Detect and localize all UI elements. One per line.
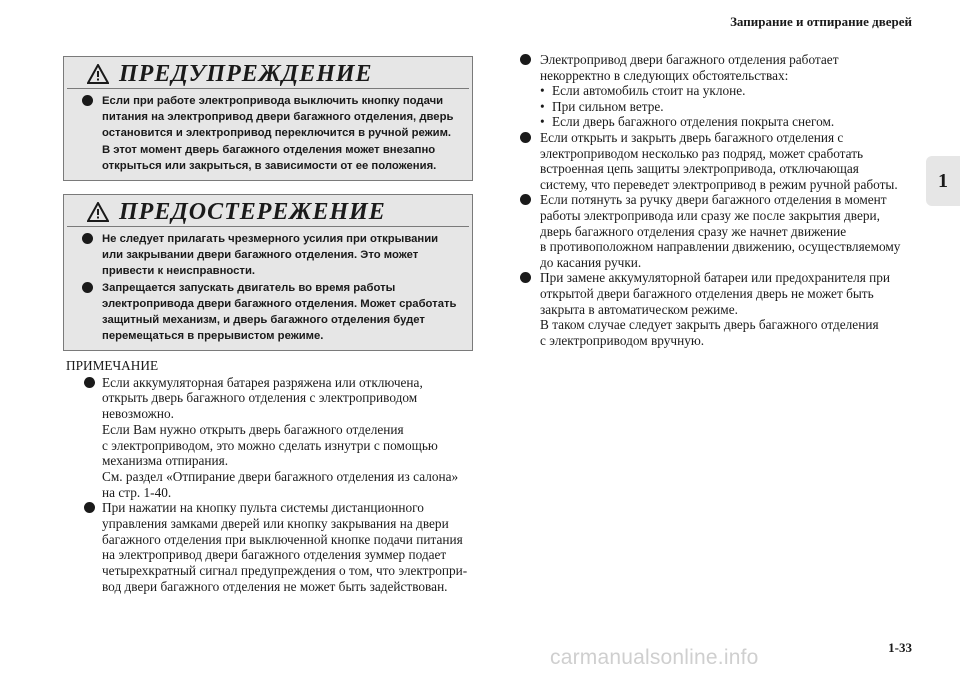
- warning-list: [64, 89, 472, 180]
- right-line: Электропривод двери багажного отделения работает: [540, 52, 839, 67]
- right-item: [520, 270, 915, 348]
- footer-watermark: carmanualsonline.info: [550, 646, 759, 669]
- warning-item: [82, 93, 462, 174]
- bullet-icon: [520, 54, 531, 65]
- right-line: систему, что переведет электропривод в режим ручной работы.: [540, 176, 898, 192]
- caution-header: [67, 198, 469, 227]
- note-line: с электроприводом, это можно сделать изнутри с помощью: [102, 437, 438, 453]
- bullet-icon: [82, 95, 93, 106]
- right-line: Если потянуть за ручку двери багажного отделения в момент: [540, 192, 887, 208]
- right-line: дверь багажного отделения сразу же начнет движение: [540, 223, 847, 239]
- right-item: [520, 192, 915, 270]
- right-line: При замене аккумуляторной батареи или предохранителя при: [540, 270, 891, 286]
- bullet-icon: [82, 233, 93, 244]
- sub-item: • Если дверь багажного отделения покрыта снегом.: [540, 114, 915, 130]
- bullet-icon: [520, 132, 531, 143]
- note-line: вод двери багажного отделения не может быть задействован.: [102, 578, 448, 594]
- bullet-icon: [520, 194, 531, 205]
- right-line: с электроприводом вручную.: [540, 332, 705, 348]
- right-item: [520, 130, 915, 192]
- caution-list: [64, 227, 472, 350]
- note-line: багажного отделения при выключенной кнопке подачи питания: [102, 531, 463, 547]
- sub-item: • Если автомобиль стоит на уклоне.: [540, 83, 915, 99]
- note-title: ПРИМЕЧАНИЕ: [66, 358, 159, 373]
- note-line: Если Вам нужно открыть дверь багажного отделения: [102, 421, 404, 437]
- note-line: Если аккумуляторная батарея разряжена или отключена,: [102, 374, 423, 390]
- chapter-tab: 1: [926, 156, 960, 206]
- warning-box: [63, 56, 473, 181]
- right-line: открытой двери багажного отделения дверь не может быть: [540, 285, 874, 301]
- note-line: См. раздел «Отпирание двери багажного отделения из салона»: [102, 468, 459, 484]
- right-list: [520, 52, 915, 348]
- sub-item: • При сильном ветре.: [540, 99, 915, 115]
- right-column: [520, 52, 915, 348]
- note-line: открыть дверь багажного отделения с электроприводом: [102, 390, 418, 406]
- right-line: Если открыть и закрыть дверь багажного отделения с: [540, 129, 844, 145]
- bullet-icon: [84, 377, 95, 388]
- page-header-title: Запирание и отпирание дверей: [730, 14, 912, 29]
- bullet-icon: [84, 502, 95, 513]
- note-line: При нажатии на кнопку пульта системы дистанционного: [102, 500, 424, 516]
- note-list: [66, 375, 486, 595]
- sub-list: [540, 83, 915, 130]
- right-line: электроприводом несколько раз подряд, может сработать: [540, 145, 864, 161]
- right-line: встроенная цепь защиты электропривода, отключающая: [540, 161, 859, 177]
- note-line: невозможно.: [102, 406, 174, 422]
- page-number: 1-33: [888, 640, 912, 655]
- right-line: В таком случае следует закрыть дверь багажного отделения: [540, 317, 879, 333]
- warning-header: [67, 60, 469, 89]
- bullet-icon: [82, 282, 93, 293]
- note-line: механизма отпирания.: [102, 453, 229, 469]
- note-item: [84, 500, 486, 594]
- right-line: закрыта в автоматическом режиме.: [540, 301, 738, 317]
- right-item: [520, 52, 915, 130]
- caution-item: [82, 231, 462, 280]
- caution-title: ПРЕДОСТЕРЕЖЕНИЕ: [119, 198, 386, 225]
- warning-triangle-icon: [87, 64, 109, 84]
- note-section: [66, 358, 486, 595]
- caution-item-text: Запрещается запускать двигатель во время работы электропривода двери багажного отделения. Может сработать защитный механизм, и дверь багажного отделения будет перемещаться в прерывистом режиме.: [102, 281, 457, 343]
- right-line: некорректно в следующих обстоятельствах:: [540, 67, 789, 83]
- right-line: в противоположном направлении движению, осуществляемому: [540, 239, 901, 255]
- bullet-icon: [520, 272, 531, 283]
- note-line: управления замками дверей или кнопку закрывания на двери: [102, 516, 449, 532]
- caution-item: [82, 280, 462, 345]
- note-line: на стр. 1-40.: [102, 484, 172, 500]
- note-item: [84, 375, 486, 501]
- warning-triangle-icon: [87, 202, 109, 222]
- caution-box: [63, 194, 473, 351]
- note-line: на электропривод двери багажного отделения зуммер подает: [102, 547, 447, 563]
- caution-item-text: Не следует прилагать чрезмерного усилия при открывании или закрывании двери багажного отделения. Это может привести к неисправности.: [102, 233, 439, 278]
- note-line: четырехкратный сигнал предупреждения о том, что электропри-: [102, 563, 468, 579]
- right-line: до касания ручки.: [540, 254, 642, 270]
- warning-title: ПРЕДУПРЕЖДЕНИЕ: [119, 60, 373, 87]
- right-line: работы электропривода или сразу же после закрытия двери,: [540, 207, 880, 223]
- warning-item-text: Если при работе электропривода выключить кнопку подачи питания на электропривод двери багажного отделения, дверь остановится и электропривод переключится в ручной режим. В этот момент дверь багажного отделения может внезапно открыться или закрыться, в зависимости от ее положения.: [102, 95, 454, 172]
